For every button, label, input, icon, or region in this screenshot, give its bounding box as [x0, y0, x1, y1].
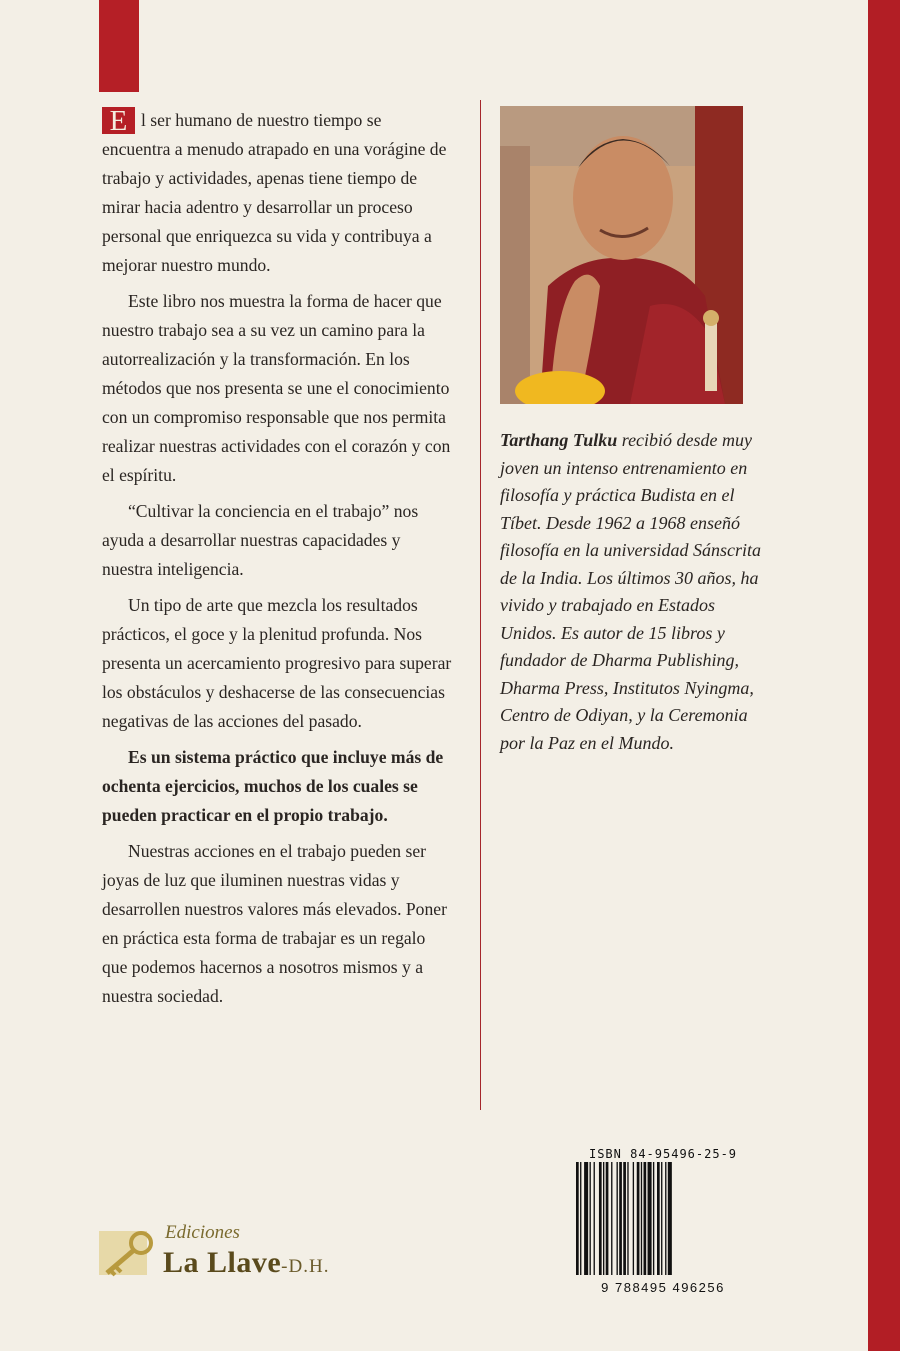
barcode-bar [648, 1162, 652, 1275]
barcode-bar [665, 1162, 666, 1275]
barcode-bar [603, 1162, 604, 1275]
barcode-bar [623, 1162, 626, 1275]
barcode-bar [617, 1162, 618, 1275]
barcode-bar [611, 1162, 612, 1275]
barcode-bar [627, 1162, 628, 1275]
publisher-logo [97, 1222, 417, 1282]
blurb-paragraph [102, 106, 454, 280]
blurb-column [102, 106, 454, 1018]
barcode-bar [590, 1162, 591, 1275]
barcode-bar [668, 1162, 672, 1275]
barcode-bar [584, 1162, 588, 1275]
barcode-bar [580, 1162, 581, 1275]
column-divider [480, 100, 481, 1110]
barcode-bar [657, 1162, 660, 1275]
publisher-suffix: -D.H. [281, 1256, 330, 1277]
isbn-barcode [574, 1146, 752, 1295]
barcode-bar [661, 1162, 662, 1275]
barcode-bars [574, 1162, 752, 1275]
barcode-bar [637, 1162, 640, 1275]
barcode-bar [619, 1162, 622, 1275]
key-icon [97, 1227, 159, 1279]
blurb-text: l ser humano de nuestro tiempo se encuentra a menudo atrapado en una vorágine de trabajo y actividades, apenas tiene tiempo de mirar hacia adentro y desarrollar un proceso personal que enriquezca su vida y contribuya a mejorar nuestro mundo. [102, 110, 447, 275]
author-bio-text: recibió desde muy joven un intenso entrenamiento en filosofía y práctica Budista en el Tíbet. Desde 1962 a 1968 enseñó filosofía en la universidad Sánscrita de la India. Los últimos 30 años, ha vivido y trabajado en Estados Unidos. Es autor de 15 libros y fundador de Dharma Publishing, Dharma Press, Institutos Nyingma, Centro de Odiyan, y la Ceremonia por la Paz en el Mundo. [500, 430, 761, 753]
blurb-paragraph: Nuestras acciones en el trabajo pueden ser joyas de luz que iluminen nuestras vidas y desarrollen nuestros valores más elevados. Poner en práctica esta forma de trabajar es un regalo que podemos hacernos a nosotros mismos y a nuestra sociedad. [102, 841, 447, 1006]
barcode-bar [633, 1162, 634, 1275]
author-name: Tarthang Tulku [500, 430, 618, 450]
author-bio-paragraph [500, 427, 762, 757]
barcode-bar [606, 1162, 609, 1275]
spine-red-strip [868, 0, 900, 1351]
drop-cap: E [102, 107, 135, 134]
publisher-label: Ediciones [165, 1222, 240, 1243]
barcode-bar [653, 1162, 654, 1275]
barcode-bar [594, 1162, 595, 1275]
blurb-paragraph-bold: Es un sistema práctico que incluye más de ochenta ejercicios, muchos de los cuales se pueden practicar en el propio trabajo. [102, 747, 444, 825]
blurb-paragraph: “Cultivar la conciencia en el trabajo” nos ayuda a desarrollar nuestras capacidades y nuestra inteligencia. [102, 501, 419, 579]
author-bio [500, 427, 762, 757]
barcode-bar [644, 1162, 647, 1275]
publisher-name-text: La Llave [163, 1246, 282, 1279]
barcode-bar [599, 1162, 602, 1275]
blurb-paragraph: Un tipo de arte que mezcla los resultados prácticos, el goce y la plenitud profunda. Nos presenta un acercamiento progresivo para superar los obstáculos y deshacerse de las consecuencias negativas de las acciones del pasado. [102, 595, 452, 731]
author-photo [500, 106, 743, 404]
isbn-label: ISBN 84-95496-25-9 [588, 1147, 738, 1161]
blurb-paragraph: Este libro nos muestra la forma de hacer que nuestro trabajo sea a su vez un camino para la autorrealización y la transformación. En los métodos que nos presenta se une el conocimiento con un compromiso responsable que nos permita realizar nuestras actividades con el corazón y con el espíritu. [102, 291, 451, 485]
barcode-bar [641, 1162, 642, 1275]
barcode-bar [576, 1162, 579, 1275]
publisher-name [163, 1246, 329, 1280]
barcode-digits: 9 788495 496256 [601, 1280, 725, 1295]
top-red-bar [99, 0, 139, 92]
